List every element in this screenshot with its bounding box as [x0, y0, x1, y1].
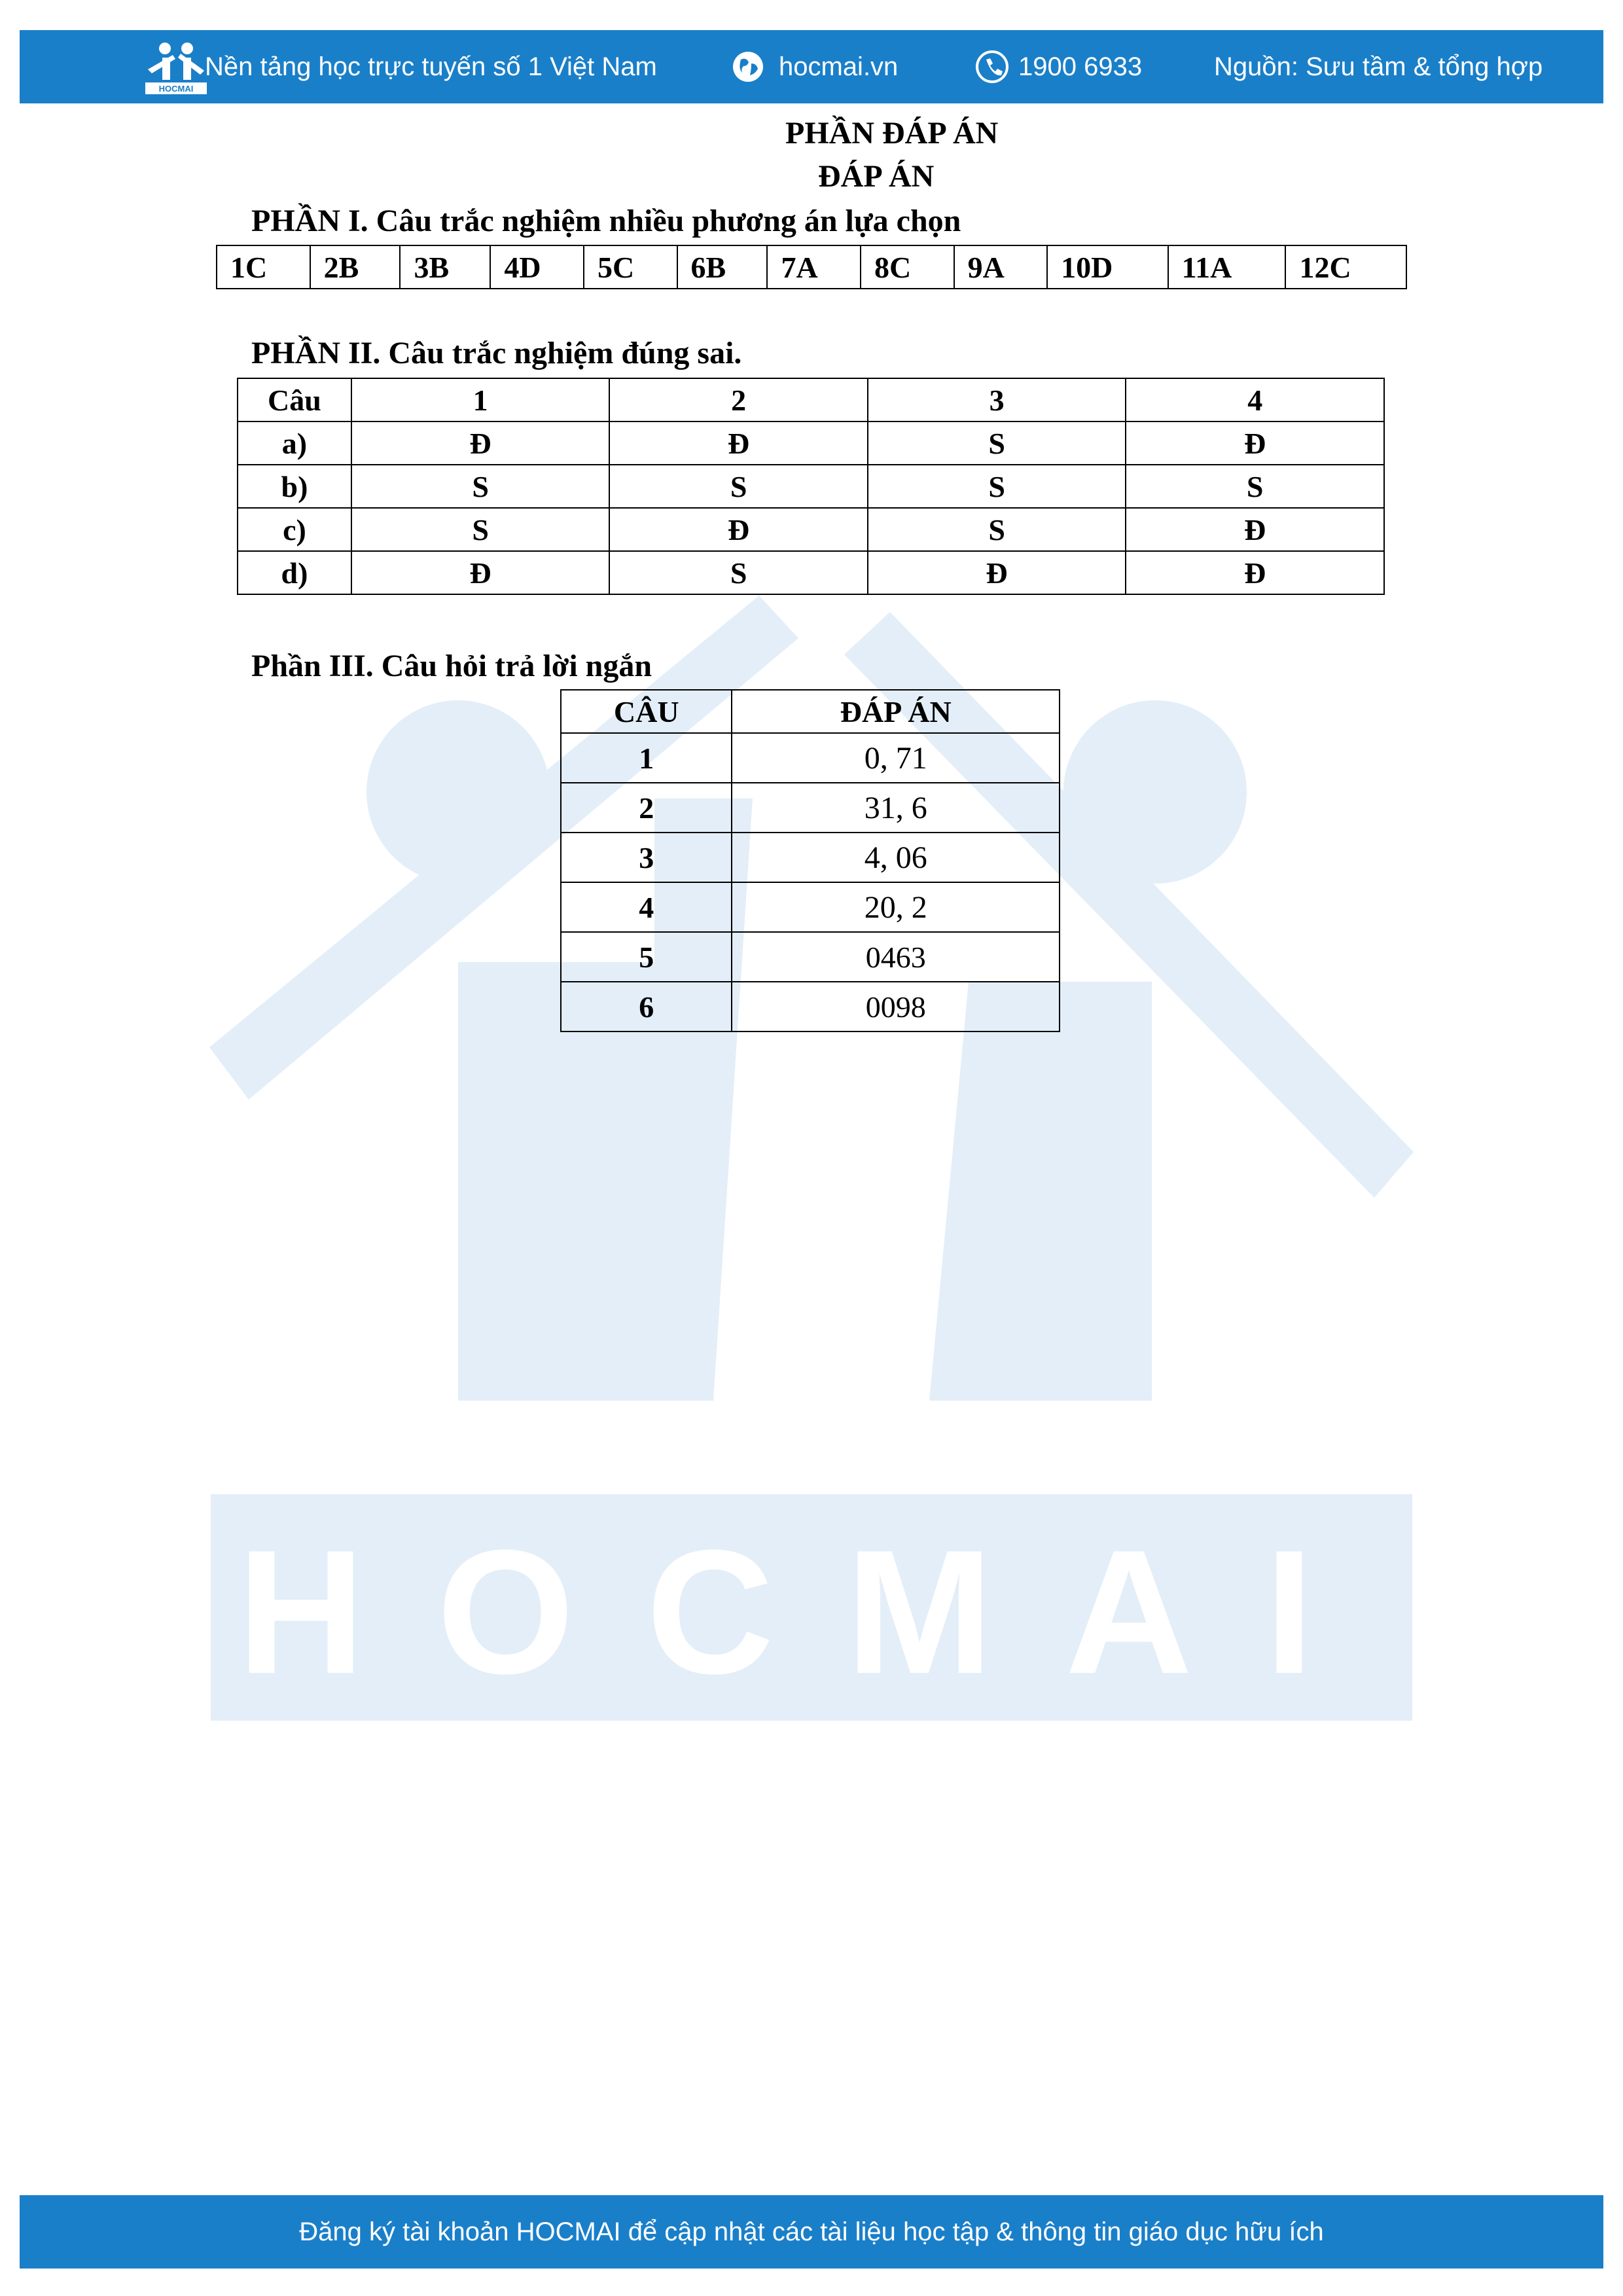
header-cell: 2 — [609, 378, 868, 422]
answer-cell: 12C — [1285, 245, 1406, 289]
website-text: hocmai.vn — [779, 52, 899, 81]
question-number: 4 — [561, 882, 732, 932]
table-header-row — [238, 378, 1384, 422]
value-cell: S — [609, 465, 868, 508]
page-title: PHẦN ĐÁP ÁN — [785, 116, 999, 151]
table-row — [561, 882, 1060, 932]
value-cell: S — [1126, 465, 1384, 508]
watermark-text: HOCMAI — [237, 1514, 1386, 1711]
answer-cell: 5C — [584, 245, 677, 289]
answer-cell: 7A — [767, 245, 861, 289]
table-row — [238, 422, 1384, 465]
footer-text[interactable]: Đăng ký tài khoản HOCMAI để cập nhật các tài liệu học tập & thông tin giáo dục hữu ích — [299, 2217, 1324, 2246]
answer-cell: 1C — [217, 245, 310, 289]
row-label: c) — [238, 508, 351, 551]
header-source: Nguồn: Sưu tầm & tổng hợp — [1214, 52, 1543, 81]
row-label: b) — [238, 465, 351, 508]
value-cell: S — [868, 465, 1126, 508]
table-row — [217, 245, 1406, 289]
table-row — [561, 932, 1060, 982]
row-label: a) — [238, 422, 351, 465]
answer-cell: 9A — [954, 245, 1048, 289]
value-cell: S — [868, 508, 1126, 551]
question-number: 5 — [561, 932, 732, 982]
header-cell: CÂU — [561, 690, 732, 733]
table-row — [561, 833, 1060, 882]
part1-heading: PHẦN I. Câu trắc nghiệm nhiều phương án lựa chọn — [251, 204, 961, 238]
answer-cell: 10D — [1047, 245, 1168, 289]
part3-short-answer-table — [560, 689, 1060, 1032]
answer-value: 0463 — [732, 932, 1060, 982]
svg-text:HOCMAI: HOCMAI — [158, 84, 194, 94]
table-row — [561, 982, 1060, 1031]
page-subtitle: ĐÁP ÁN — [818, 159, 935, 194]
part3-heading: Phần III. Câu hỏi trả lời ngắn — [251, 649, 652, 683]
question-number: 3 — [561, 833, 732, 882]
answer-cell: 11A — [1168, 245, 1286, 289]
answer-cell: 3B — [400, 245, 490, 289]
answer-value: 20, 2 — [732, 882, 1060, 932]
value-cell: S — [609, 551, 868, 594]
table-row — [238, 551, 1384, 594]
answer-cell: 4D — [490, 245, 584, 289]
value-cell: Đ — [1126, 422, 1384, 465]
header-cell: 1 — [351, 378, 610, 422]
value-cell: Đ — [351, 422, 610, 465]
answer-value: 0, 71 — [732, 733, 1060, 783]
value-cell: Đ — [351, 551, 610, 594]
part2-true-false-table — [237, 378, 1385, 595]
table-header-row — [561, 690, 1060, 733]
question-number: 1 — [561, 733, 732, 783]
header-tagline: Nền tảng học trực tuyến số 1 Việt Nam — [205, 52, 657, 81]
answer-value: 0098 — [732, 982, 1060, 1031]
answer-value: 4, 06 — [732, 833, 1060, 882]
header-cell: 4 — [1126, 378, 1384, 422]
part2-heading: PHẦN II. Câu trắc nghiệm đúng sai. — [251, 336, 742, 370]
value-cell: Đ — [868, 551, 1126, 594]
header-cell: Câu — [238, 378, 351, 422]
value-cell: S — [868, 422, 1126, 465]
phone-text: 1900 6933 — [1018, 52, 1143, 81]
answer-value: 31, 6 — [732, 783, 1060, 833]
table-row — [561, 733, 1060, 783]
header-cell: ĐÁP ÁN — [732, 690, 1060, 733]
header-cell: 3 — [868, 378, 1126, 422]
table-row — [561, 783, 1060, 833]
value-cell: Đ — [1126, 508, 1384, 551]
answer-cell: 8C — [861, 245, 954, 289]
value-cell: S — [351, 465, 610, 508]
value-cell: Đ — [609, 422, 868, 465]
row-label: d) — [238, 551, 351, 594]
part1-answer-table — [216, 245, 1407, 289]
table-row — [238, 465, 1384, 508]
value-cell: Đ — [1126, 551, 1384, 594]
value-cell: Đ — [609, 508, 868, 551]
question-number: 6 — [561, 982, 732, 1031]
answer-cell: 2B — [310, 245, 401, 289]
answer-cell: 6B — [677, 245, 768, 289]
question-number: 2 — [561, 783, 732, 833]
table-row — [238, 508, 1384, 551]
value-cell: S — [351, 508, 610, 551]
